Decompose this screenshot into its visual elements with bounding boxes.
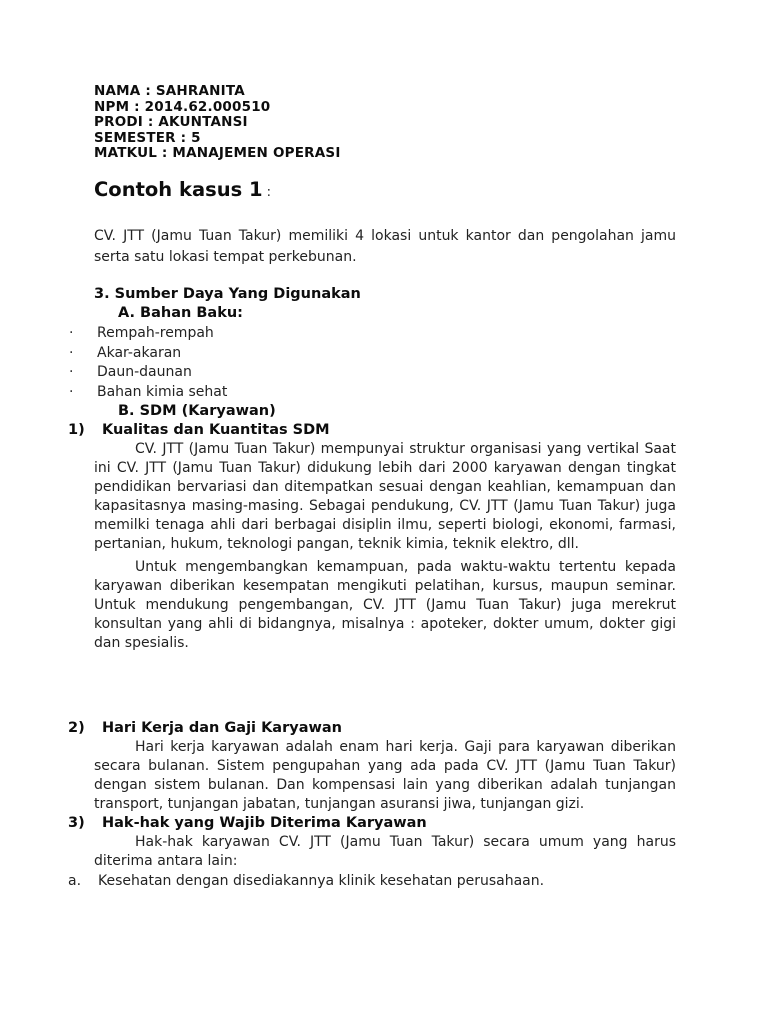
page-title: Contoh kasus 1 [94, 177, 263, 201]
numbered-heading-3 [68, 814, 676, 833]
bullet-dot-icon: · [69, 383, 74, 400]
bullet-text: Daun-daunan [97, 364, 192, 381]
lettered-label: a. [68, 872, 82, 889]
bullet-text: Rempah-rempah [97, 324, 214, 341]
page-title-row [94, 179, 676, 204]
paragraph: Hari kerja karyawan adalah enam hari kerja. Gaji para karyawan diberikan secara bulanan. Sistem pengupahan yang ada pada CV. JTT (Jamu Tuan Takur) dengan sistem bulanan. Dan kompensasi lain yang diberikan adalah tunjangan transport, tunjangan jabatan, tunjangan asuransi jiwa, tunjangan gizi. [94, 739, 676, 813]
numbered-label: 1) [68, 422, 85, 439]
lettered-text: Kesehatan dengan disediakannya klinik kesehatan perusahaan. [98, 872, 545, 889]
numbered-heading-1 [68, 421, 676, 440]
bullet-dot-icon: · [69, 324, 74, 341]
header-line-nama: NAMA : SAHRANITA [94, 83, 245, 99]
numbered-title: Hak-hak yang Wajib Diterima Karyawan [102, 815, 427, 832]
identity-header [94, 84, 676, 162]
bullet-item [68, 383, 676, 403]
paragraph: CV. JTT (Jamu Tuan Takur) mempunyai struktur organisasi yang vertikal Saat ini CV. JTT (Jamu Tuan Takur) didukung lebih dari 2000 karyawan dengan tingkat pendidikan bervariasi dan ditempatkan sesuai dengan keahlian, kemampuan dan kapasitasnya masing-masing. Sebagai pendukung, CV. JTT (Jamu Tuan Takur) juga memilki tenaga ahli dari berbagai disiplin ilmu, seperti biologi, ekonomi, farmasi, pertanian, hukum, teknologi pangan, teknik kimia, teknik elektro, dll. [94, 441, 676, 553]
bullet-text: Akar-akaran [97, 344, 182, 361]
intro-paragraph: CV. JTT (Jamu Tuan Takur) memiliki 4 lokasi untuk kantor dan pengolahan jamu serta satu lokasi tempat perkebunan. [94, 227, 676, 265]
page-title-colon: : [266, 184, 271, 200]
subsection-b-heading: B. SDM (Karyawan) [118, 403, 276, 420]
header-line-semester: SEMESTER : 5 [94, 129, 201, 146]
header-line-prodi: PRODI : AKUNTANSI [94, 114, 248, 131]
header-line-matkul: MATKUL : MANAJEMEN OPERASI [94, 145, 341, 162]
bullet-item [68, 363, 676, 383]
numbered-heading-2 [68, 719, 676, 738]
numbered-title: Kualitas dan Kuantitas SDM [102, 422, 330, 439]
numbered-label: 3) [68, 815, 85, 832]
lettered-item [68, 872, 676, 891]
paragraph: Hak-hak karyawan CV. JTT (Jamu Tuan Takur) secara umum yang harus diterima antara lain: [94, 834, 676, 870]
section-heading: 3. Sumber Daya Yang Digunakan [94, 285, 361, 302]
document-content [68, 84, 676, 891]
bullet-dot-icon: · [69, 344, 74, 361]
paragraph: Untuk mengembangkan kemampuan, pada waktu-waktu tertentu kepada karyawan diberikan kesempatan mengikuti pelatihan, kursus, maupun seminar. Untuk mendukung pengembangan, CV. JTT (Jamu Tuan Takur) juga merekrut konsultan yang ahli di bidangnya, misalnya : apoteker, dokter umum, dokter gigi dan spesialis. [94, 559, 676, 652]
bullet-item [68, 324, 676, 344]
subsection-a-heading: A. Bahan Baku: [118, 304, 243, 321]
bullet-text: Bahan kimia sehat [97, 383, 228, 400]
bullet-list [68, 324, 676, 402]
numbered-label: 2) [68, 720, 85, 737]
bullet-item [68, 344, 676, 364]
numbered-title: Hari Kerja dan Gaji Karyawan [102, 720, 342, 737]
bullet-dot-icon: · [69, 364, 74, 381]
header-line-npm: NPM : 2014.62.000510 [94, 98, 271, 115]
